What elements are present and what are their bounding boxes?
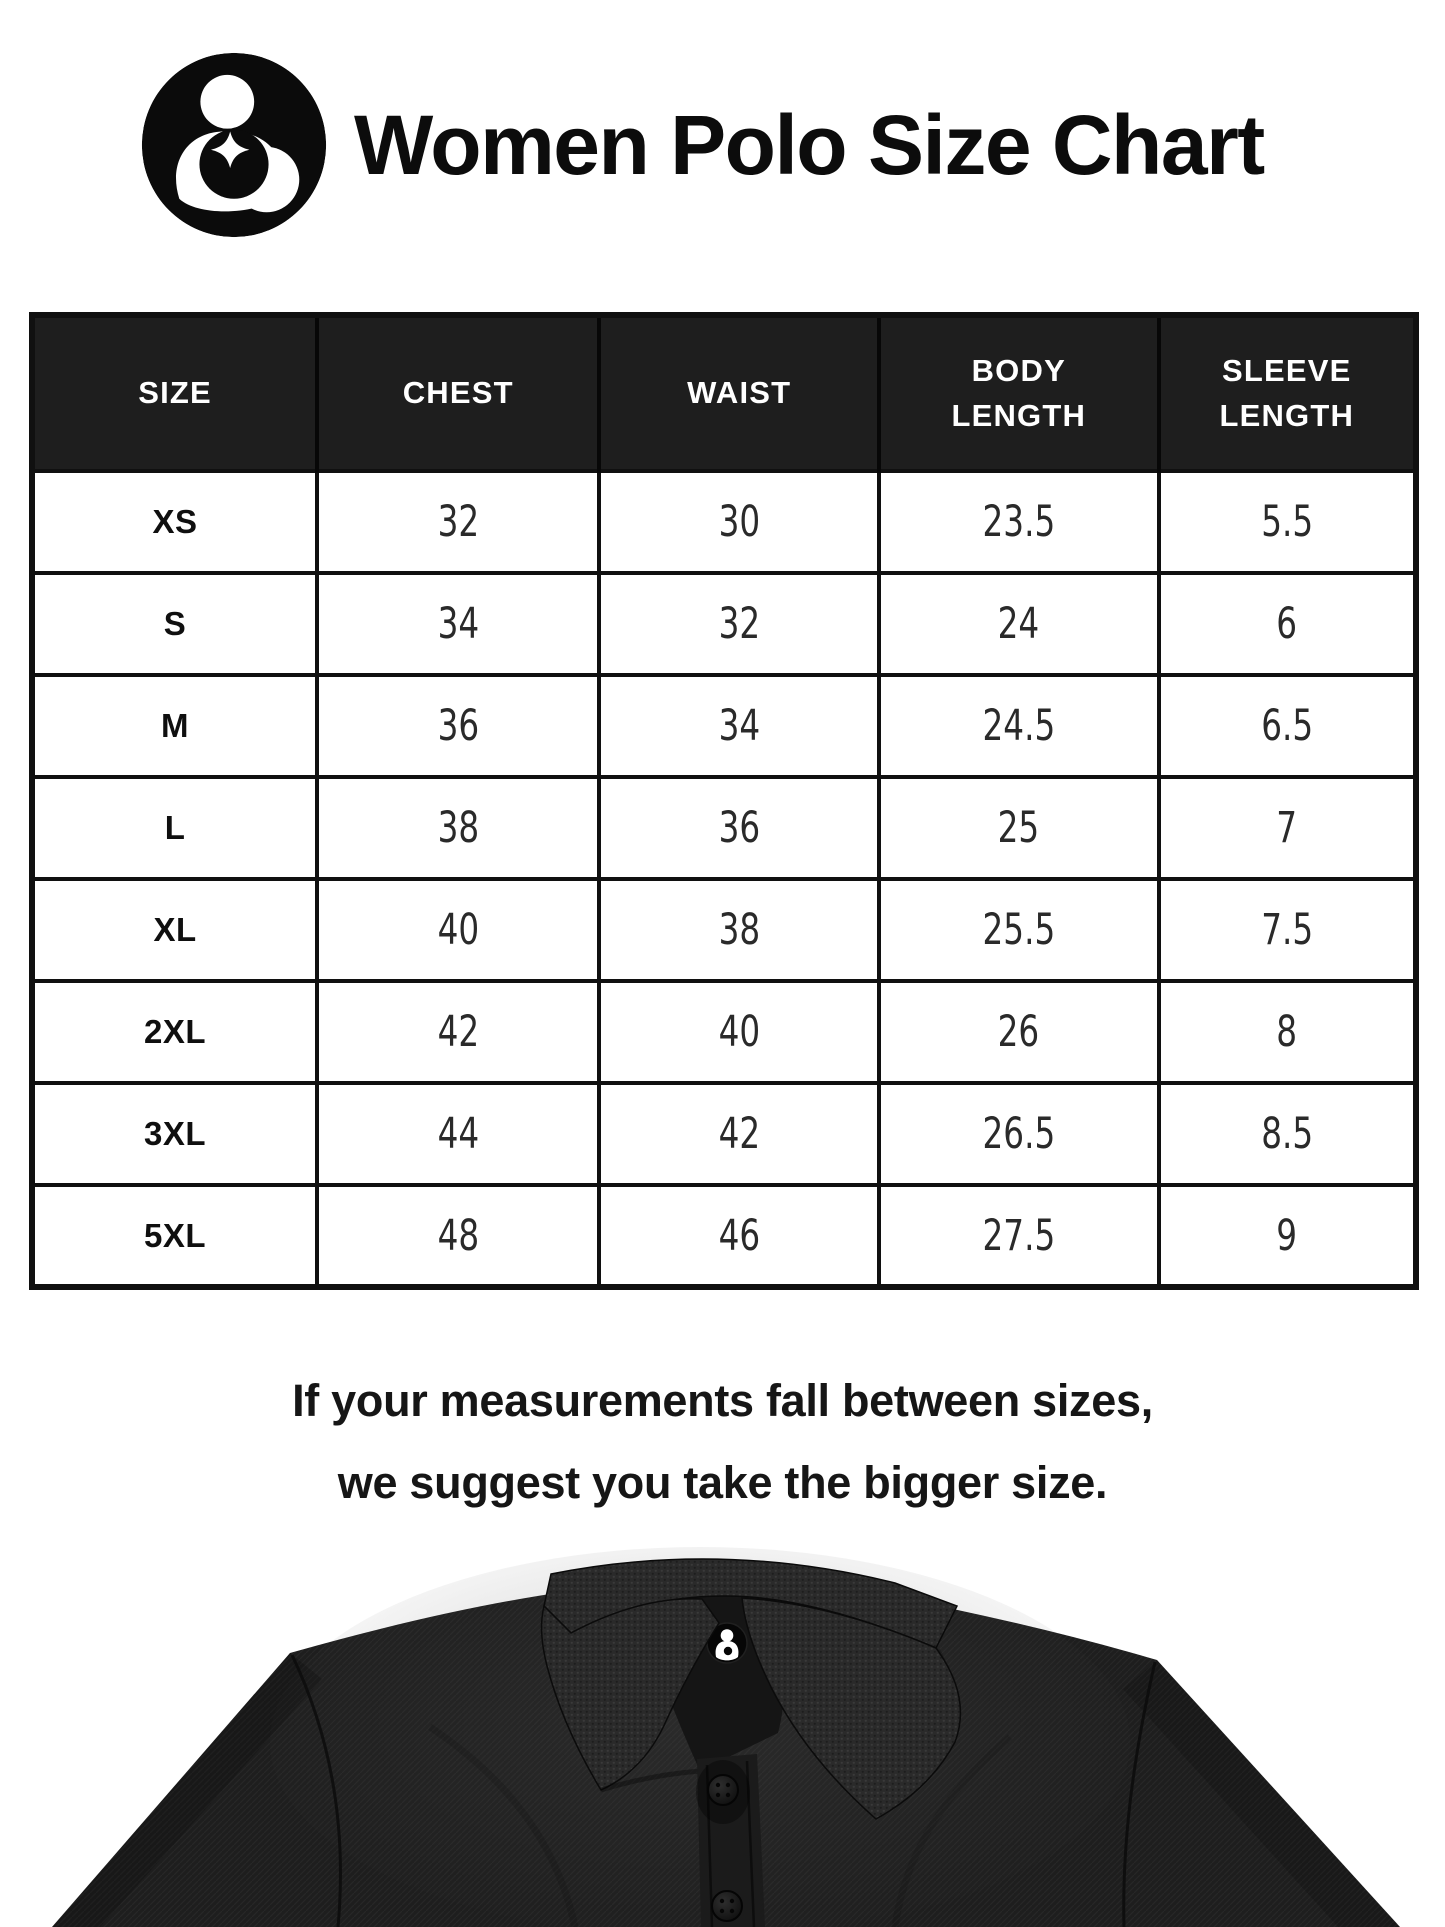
value-cell: 27.5: [879, 1185, 1159, 1287]
value-cell: 8.5: [1159, 1083, 1416, 1185]
value-cell: 26: [879, 981, 1159, 1083]
table-row: [32, 675, 1416, 777]
note-line-1: If your measurements fall between sizes,: [292, 1375, 1153, 1426]
value-cell: 6.5: [1159, 675, 1416, 777]
value-cell: 38: [599, 879, 879, 981]
table-row: [32, 573, 1416, 675]
value-cell: 38: [317, 777, 599, 879]
value-cell: 34: [599, 675, 879, 777]
header-row: [32, 315, 1416, 471]
page-title: Women Polo Size Chart: [354, 97, 1264, 192]
size-cell: 2XL: [32, 981, 317, 1083]
size-cell: M: [32, 675, 317, 777]
value-cell: 25.5: [879, 879, 1159, 981]
table-row: [32, 981, 1416, 1083]
polo-button: [708, 1775, 738, 1805]
size-cell: XL: [32, 879, 317, 981]
value-cell: 7: [1159, 777, 1416, 879]
value-cell: 34: [317, 573, 599, 675]
table-header: [32, 315, 1416, 471]
value-cell: 9: [1159, 1185, 1416, 1287]
value-cell: 44: [317, 1083, 599, 1185]
note-line-2: we suggest you take the bigger size.: [337, 1457, 1108, 1508]
value-cell: 6: [1159, 573, 1416, 675]
value-cell: 25: [879, 777, 1159, 879]
size-chart-table-wrap: [29, 312, 1419, 1290]
value-cell: 36: [599, 777, 879, 879]
value-cell: 24.5: [879, 675, 1159, 777]
value-cell: 30: [599, 471, 879, 573]
size-chart-table: [29, 312, 1419, 1290]
value-cell: 26.5: [879, 1083, 1159, 1185]
polo-button: [712, 1891, 742, 1921]
size-cell: XS: [32, 471, 317, 573]
note-text: [0, 1360, 1445, 1524]
column-header: CHEST: [317, 315, 599, 471]
column-header: SIZE: [32, 315, 317, 471]
value-cell: 40: [317, 879, 599, 981]
polo-placket: [696, 1754, 765, 1927]
value-cell: 8: [1159, 981, 1416, 1083]
value-cell: 40: [599, 981, 879, 1083]
value-cell: 36: [317, 675, 599, 777]
size-cell: S: [32, 573, 317, 675]
table-row: [32, 777, 1416, 879]
size-cell: 5XL: [32, 1185, 317, 1287]
value-cell: 42: [599, 1083, 879, 1185]
column-header: BODY LENGTH: [879, 315, 1159, 471]
table-body: [32, 471, 1416, 1287]
value-cell: 48: [317, 1185, 599, 1287]
brand-header: [138, 48, 1264, 242]
brand-logo-icon: [138, 49, 330, 241]
value-cell: 5.5: [1159, 471, 1416, 573]
value-cell: 42: [317, 981, 599, 1083]
column-header: WAIST: [599, 315, 879, 471]
polo-photo: [0, 1527, 1445, 1927]
table-row: [32, 1185, 1416, 1287]
size-cell: 3XL: [32, 1083, 317, 1185]
table-row: [32, 1083, 1416, 1185]
value-cell: 24: [879, 573, 1159, 675]
table-row: [32, 879, 1416, 981]
value-cell: 7.5: [1159, 879, 1416, 981]
size-cell: L: [32, 777, 317, 879]
value-cell: 23.5: [879, 471, 1159, 573]
value-cell: 32: [317, 471, 599, 573]
value-cell: 32: [599, 573, 879, 675]
table-row: [32, 471, 1416, 573]
value-cell: 46: [599, 1185, 879, 1287]
column-header: SLEEVE LENGTH: [1159, 315, 1416, 471]
